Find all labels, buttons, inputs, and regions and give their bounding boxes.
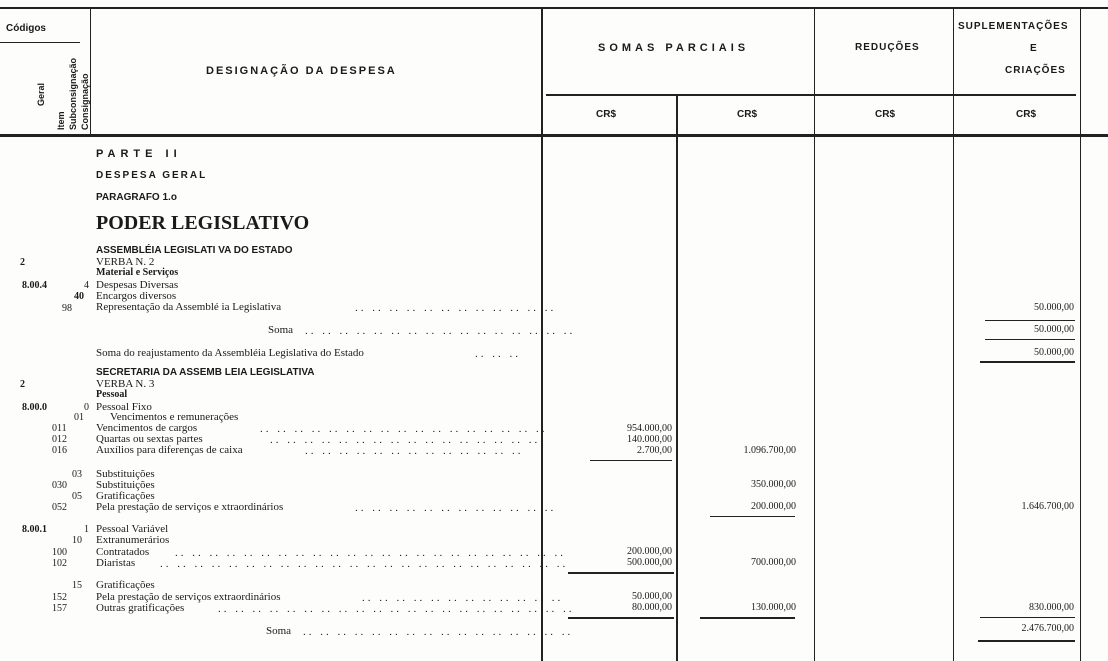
parte-heading: PARTE II	[96, 148, 182, 160]
row-code: 012	[52, 434, 67, 445]
secretaria-code: 2	[20, 379, 25, 390]
venc-code: 01	[74, 412, 84, 423]
sub-code: 03	[72, 469, 82, 480]
assembleia-code-a: 8.00.4	[22, 280, 47, 291]
row-label: Outras gratificações	[96, 602, 185, 614]
underline	[568, 617, 674, 619]
leader-dots: .. .. .. .. .. .. .. .. .. .. .. .. .. .. .. .. .. .. .. .. ..	[218, 603, 575, 615]
supp-header-3: CRIAÇÕES	[1005, 65, 1066, 76]
currency-col2: CR$	[737, 109, 758, 120]
reajuste-label: Soma do reajustamento da Assembléia Legislativa do Estado	[96, 347, 364, 359]
g15-code: 15	[72, 580, 82, 591]
secretaria-verba: VERBA N. 3	[96, 378, 155, 390]
leader-dots: .. .. .. .. .. .. .. .. .. .. .. .. .. .. .. ..	[303, 626, 574, 638]
row-partial: 140.000,00	[627, 434, 672, 445]
row-code: 016	[52, 445, 67, 456]
col-rule-codes	[90, 7, 91, 135]
underline	[590, 460, 672, 461]
assembleia-title: ASSEMBLÉIA LEGISLATI VA DO ESTADO	[96, 245, 293, 256]
row-label: Vencimentos de cargos	[96, 422, 198, 434]
var-code-b: 1	[84, 524, 89, 535]
leader-dots: .. .. .. .. .. .. .. .. .. .. .. ..	[355, 302, 557, 314]
currency-col1: CR$	[596, 109, 617, 120]
underline	[700, 617, 795, 619]
code-col-subconsignacao: Subconsignação	[68, 57, 78, 130]
row-label: Pela prestação de serviços extraordinários	[96, 591, 281, 603]
row-code: 011	[52, 423, 67, 434]
leader-dots: .. .. .. .. .. .. .. .. .. .. .. .. .. .. .. .. .. .. .. .. .. .. ..	[175, 547, 566, 559]
grat-code: 05	[72, 491, 82, 502]
underline	[568, 572, 674, 574]
designation-header: DESIGNAÇÃO DA DESPESA	[206, 65, 397, 77]
row-label: Contratados	[96, 546, 150, 558]
header-bottom-rule	[0, 134, 1108, 137]
header-top-rule	[0, 7, 1108, 9]
leader-dots: .. .. .. .. .. .. .. .. .. .. .. .. .. .. .. .. ..	[260, 423, 548, 435]
extra-code: 10	[72, 535, 82, 546]
substituicoes-label: Substituições	[96, 479, 155, 491]
currency-col4: CR$	[1016, 109, 1037, 120]
underline	[710, 516, 795, 517]
row-partial: 50.000,00	[632, 591, 672, 602]
gratificacoes-heading: Gratificações	[96, 490, 155, 502]
row-partial: 80.000,00	[632, 602, 672, 613]
supp-header-2: E	[1030, 43, 1038, 54]
subtotal-3: 130.000,00	[751, 602, 796, 613]
subtotal-2: 700.000,00	[751, 557, 796, 568]
substituicoes-heading: Substituições	[96, 468, 155, 480]
col-rule-partial-mid	[676, 96, 678, 661]
assembleia-despesas: Despesas Diversas	[96, 279, 179, 291]
row-code: 102	[52, 558, 67, 569]
pessoal-fixo: Pessoal Fixo	[96, 401, 152, 413]
subtotal-1: 1.096.700,00	[743, 445, 796, 456]
representacao-value: 50.000,00	[1034, 302, 1074, 313]
row-label: Diaristas	[96, 557, 136, 569]
header-mid-rule	[546, 94, 1076, 96]
row-code: 100	[52, 547, 67, 558]
codes-rule	[0, 42, 80, 43]
pela-prestacao-value: 200.000,00	[751, 501, 796, 512]
assembleia-code-d: 98	[62, 303, 72, 314]
code-col-geral: Geral	[36, 82, 46, 106]
col-rule-reductions	[953, 7, 954, 661]
assembleia-material: Material e Serviços	[96, 267, 179, 278]
supp-header-1: SUPLEMENTAÇÕES	[958, 21, 1069, 32]
codes-title: Códigos	[6, 23, 46, 34]
assembleia-representacao: Representação da Assemblé ia Legislativa	[96, 301, 282, 313]
pessoal-variavel: Pessoal Variável	[96, 523, 169, 535]
col-rule-right	[1080, 7, 1081, 661]
underline	[985, 320, 1075, 321]
secretaria-code-b: 0	[84, 402, 89, 413]
leader-dots: .. .. .. .. .. .. .. .. .. .. .. .. .. .. .. ..	[305, 325, 576, 337]
leader-dots: .. .. .. .. .. .. .. .. .. .. .. .. .. .. .. ..	[270, 434, 541, 446]
paragrafo-heading: PARAGRAFO 1.o	[96, 192, 177, 203]
reductions-header: REDUÇÕES	[855, 42, 920, 53]
leader-dots: .. .. .. .. .. .. .. .. .. .. .. .. .. .. .. .. .. .. .. .. .. .. .. ..	[160, 558, 569, 570]
leader-dots: .. .. .. .. .. .. .. .. .. .. .. ..	[362, 592, 564, 604]
var-code: 8.00.1	[22, 524, 47, 535]
row-code: 152	[52, 592, 67, 603]
underline	[980, 617, 1075, 618]
vencimentos-heading: Vencimentos e remunerações	[110, 411, 239, 423]
underline	[985, 339, 1075, 340]
assembleia-verba: VERBA N. 2	[96, 256, 155, 268]
partial-sums-header: SOMAS PARCIAIS	[598, 42, 750, 54]
soma-label-1: Soma	[268, 324, 294, 336]
assembleia-code-b: 4	[84, 280, 89, 291]
double-underline	[980, 361, 1075, 363]
reajuste-value: 50.000,00	[1034, 347, 1074, 358]
leader-dots: .. .. ..	[475, 348, 521, 360]
despesa-heading: DESPESA GERAL	[96, 170, 208, 181]
code-col-item: Item	[56, 111, 66, 130]
substituicoes-value: 350.000,00	[751, 479, 796, 490]
row-label: Auxílios para diferenças de caixa	[96, 444, 243, 456]
secretaria-title: SECRETARIA DA ASSEMB LEIA LEGISLATIVA	[96, 367, 315, 378]
row-partial: 2.700,00	[637, 445, 672, 456]
leader-dots: .. .. .. .. .. .. .. .. .. .. .. .. ..	[305, 445, 524, 457]
assembleia-code: 2	[20, 257, 25, 268]
leader-dots: .. .. .. .. .. .. .. .. .. .. .. ..	[355, 502, 557, 514]
assembleia-code-c: 40	[74, 291, 84, 302]
sub-code-2: 030	[52, 480, 67, 491]
double-underline	[978, 640, 1075, 642]
pela-prestacao-total: 1.646.700,00	[1021, 501, 1074, 512]
code-col-consignacao: Consignação	[80, 73, 90, 130]
soma-value-1: 50.000,00	[1034, 324, 1074, 335]
currency-col3: CR$	[875, 109, 896, 120]
row-code: 157	[52, 603, 67, 614]
poder-heading: PODER LEGISLATIVO	[96, 212, 310, 234]
soma-label-2: Soma	[266, 625, 292, 637]
secretaria-pessoal: Pessoal	[96, 389, 128, 400]
gratificacoes-15: Gratificações	[96, 579, 155, 591]
assembleia-encargos: Encargos diversos	[96, 290, 177, 302]
extranumerarios-heading: Extranumerários	[96, 534, 170, 546]
row-label: Quartas ou sextas partes	[96, 433, 203, 445]
grat-code-2: 052	[52, 502, 67, 513]
secretaria-code-a: 8.00.0	[22, 402, 47, 413]
row-partial: 954.000,00	[627, 423, 672, 434]
pela-prestacao-label: Pela prestação de serviços e xtraordinários	[96, 501, 284, 513]
soma-value-2: 2.476.700,00	[1021, 623, 1074, 634]
col-rule-partial-end	[814, 7, 815, 661]
row-partial: 500.000,00	[627, 557, 672, 568]
total-3: 830.000,00	[1029, 602, 1074, 613]
row-partial: 200.000,00	[627, 546, 672, 557]
